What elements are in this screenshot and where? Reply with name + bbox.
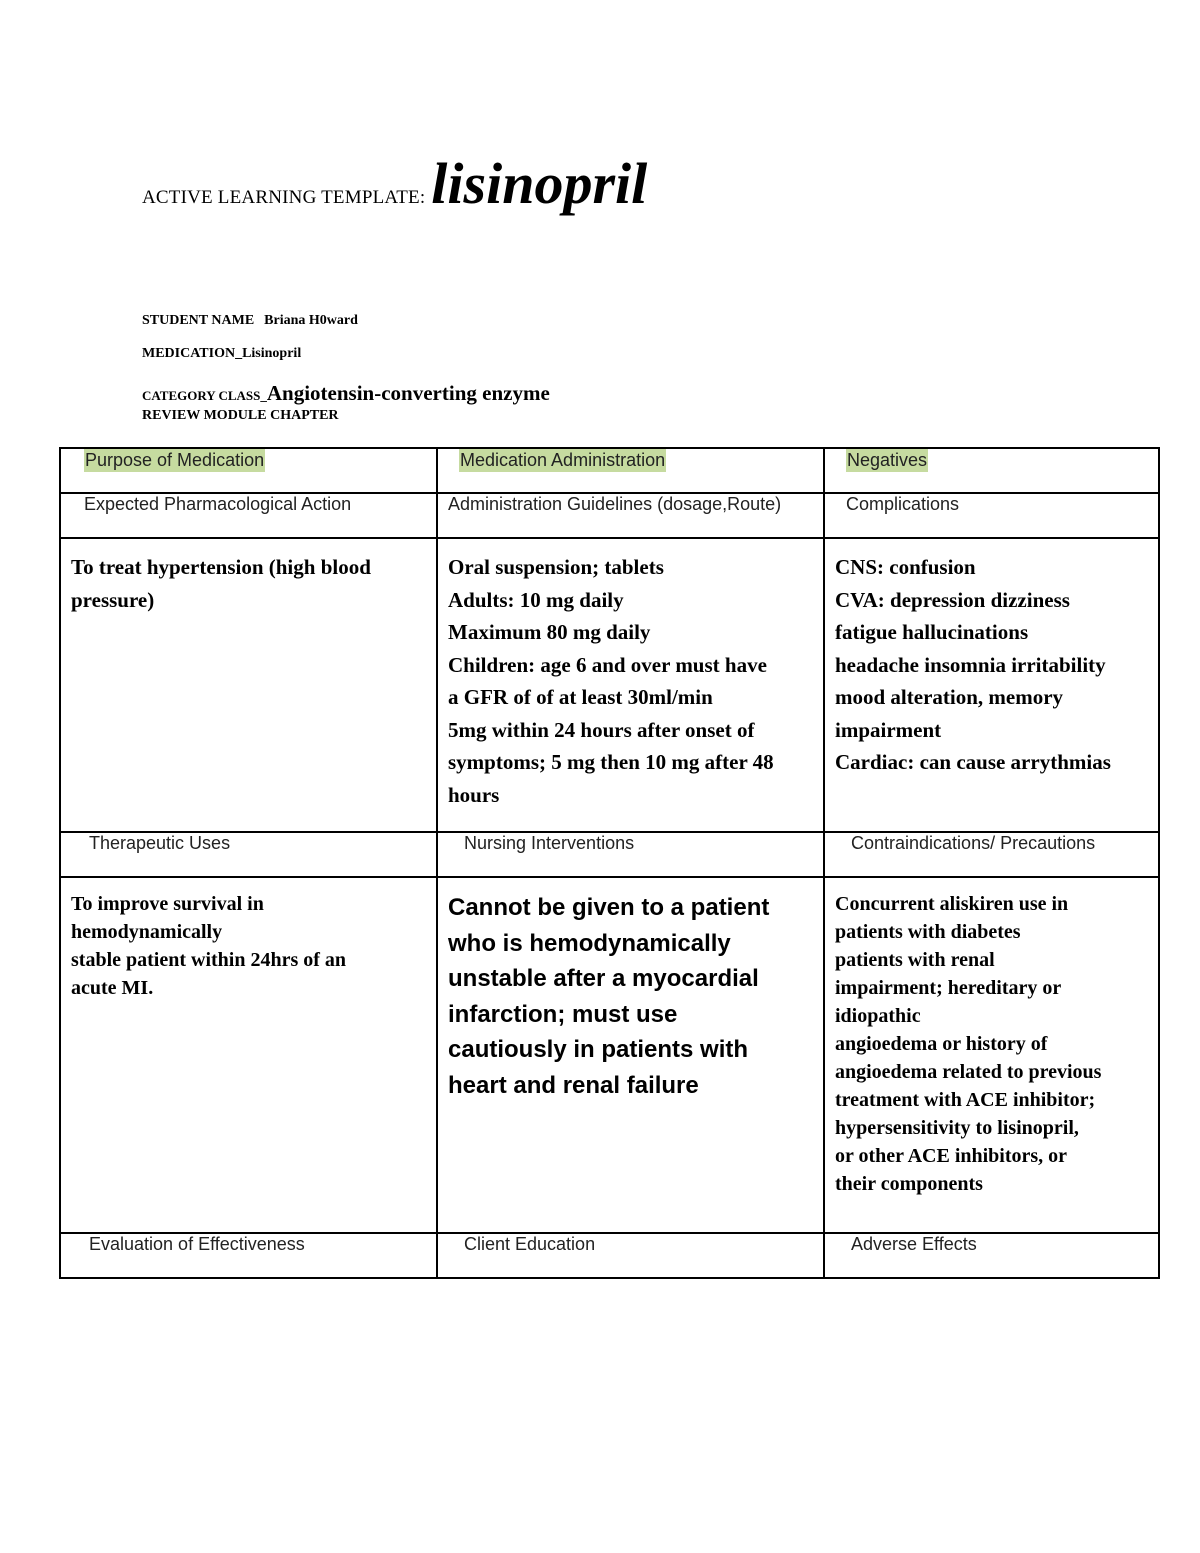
contraindications-precautions-label: Contraindications/ Precautions <box>851 833 1096 853</box>
subheading-cell <box>437 832 824 877</box>
text-line: Cardiac: can cause arrythmias <box>835 750 1111 774</box>
complications-label: Complications <box>846 494 960 514</box>
subheading-cell <box>60 493 437 538</box>
nursing-interventions-text <box>438 878 823 1103</box>
content-cell <box>437 538 824 832</box>
text-line: a GFR of of at least 30ml/min <box>448 685 713 709</box>
subheading-cell <box>60 1233 437 1278</box>
nursing-interventions-label: Nursing Interventions <box>464 833 635 853</box>
category-class-value: Angiotensin-converting enzyme <box>266 381 550 405</box>
expected-pharmacological-action-label: Expected Pharmacological Action <box>84 494 352 514</box>
text-line: 5mg within 24 hours after onset of <box>448 717 755 742</box>
therapeutic-uses-label: Therapeutic Uses <box>89 833 231 853</box>
text-line: Oral suspension; tablets <box>448 555 664 579</box>
text-line: pressure) <box>71 587 155 612</box>
text-line: angioedema related to previous <box>835 1061 1102 1083</box>
text-line: fatigue hallucinations <box>835 620 1029 644</box>
content-cell <box>437 877 824 1233</box>
evaluation-of-effectiveness-label: Evaluation of Effectiveness <box>89 1234 305 1254</box>
text-line: unstable after a myocardial <box>448 965 759 992</box>
purpose-of-medication-heading: Purpose of Medication <box>85 450 265 470</box>
complications-text <box>825 539 1158 779</box>
category-class-line <box>142 381 550 406</box>
client-education-label: Client Education <box>464 1234 596 1254</box>
content-row <box>60 538 1159 832</box>
text-line: Children: age 6 and over must have <box>448 652 767 677</box>
text-line: patients with renal <box>835 949 995 971</box>
text-line: impairment <box>835 717 942 742</box>
text-line: who is hemodynamically <box>448 929 731 957</box>
student-name-line <box>142 313 358 329</box>
text-line: treatment with ACE inhibitor; <box>835 1089 1096 1111</box>
negatives-heading: Negatives <box>847 450 928 470</box>
template-label: ACTIVE LEARNING TEMPLATE: <box>142 187 426 208</box>
subheading-row <box>60 493 1159 538</box>
text-line: hemodynamically <box>71 921 223 943</box>
text-line: or other ACE inhibitors, or <box>835 1145 1068 1167</box>
subheading-cell <box>437 1233 824 1278</box>
content-cell <box>60 538 437 832</box>
content-cell <box>824 538 1159 832</box>
text-line: Concurrent aliskiren use in <box>835 893 1069 915</box>
student-name-value: Briana H0ward <box>264 313 358 328</box>
section-header-row <box>60 448 1159 493</box>
text-line: symptoms; 5 mg then 10 mg after 48 <box>448 750 774 774</box>
contraindications-text <box>825 878 1158 1198</box>
text-line: headache insomnia irritability <box>835 652 1106 677</box>
therapeutic-uses-text <box>61 878 436 1002</box>
subheading-cell <box>437 493 824 538</box>
text-line: Cannot be given to a patient <box>448 894 770 921</box>
medication-label: MEDICATION_ <box>142 346 243 361</box>
text-line: To improve survival in <box>71 893 264 915</box>
text-line: Maximum 80 mg daily <box>448 620 651 644</box>
content-cell <box>60 877 437 1233</box>
text-line: acute MI. <box>71 977 154 999</box>
text-line: their components <box>835 1173 983 1195</box>
administration-guidelines-label: Administration Guidelines (dosage,Route) <box>448 494 782 514</box>
content-cell <box>824 877 1159 1233</box>
text-line: Adults: 10 mg daily <box>448 587 624 612</box>
text-line: idiopathic <box>835 1005 921 1027</box>
text-line: mood alteration, memory <box>835 685 1064 709</box>
content-row <box>60 877 1159 1233</box>
text-line: infarction; must use <box>448 1000 678 1028</box>
text-line: impairment; hereditary or <box>835 977 1062 999</box>
header-cell <box>60 448 437 493</box>
text-line: angioedema or history of <box>835 1033 1048 1055</box>
adverse-effects-label: Adverse Effects <box>851 1234 977 1254</box>
pharmacological-action-text <box>61 539 436 616</box>
text-line: hours <box>448 782 500 807</box>
medication-line <box>142 346 301 362</box>
text-line: heart and renal failure <box>448 1071 699 1099</box>
header-cell <box>437 448 824 493</box>
medication-administration-heading: Medication Administration <box>460 450 666 470</box>
student-name-label: STUDENT NAME <box>142 313 255 328</box>
document-title <box>142 150 647 217</box>
text-line: patients with diabetes <box>835 921 1021 943</box>
review-module-label: REVIEW MODULE CHAPTER <box>142 408 339 423</box>
header-cell <box>824 448 1159 493</box>
text-line: CVA: depression dizziness <box>835 587 1070 612</box>
subheading-cell <box>824 493 1159 538</box>
medication-value: Lisinopril <box>242 346 302 361</box>
text-line: cautiously in patients with <box>448 1036 749 1063</box>
administration-guidelines-text <box>438 539 823 811</box>
subheading-cell <box>824 1233 1159 1278</box>
text-line: stable patient within 24hrs of an <box>71 949 347 971</box>
text-line: CNS: confusion <box>835 555 976 579</box>
subheading-cell <box>60 832 437 877</box>
subheading-row <box>60 832 1159 877</box>
subheading-row <box>60 1233 1159 1278</box>
text-line: hypersensitivity to lisinopril, <box>835 1117 1079 1139</box>
text-line: To treat hypertension (high blood <box>71 555 371 579</box>
medication-template-table <box>59 447 1160 1279</box>
category-class-label: CATEGORY CLASS_ <box>142 388 267 403</box>
review-module-line <box>142 408 339 424</box>
drug-title: lisinopril <box>431 151 648 216</box>
subheading-cell <box>824 832 1159 877</box>
